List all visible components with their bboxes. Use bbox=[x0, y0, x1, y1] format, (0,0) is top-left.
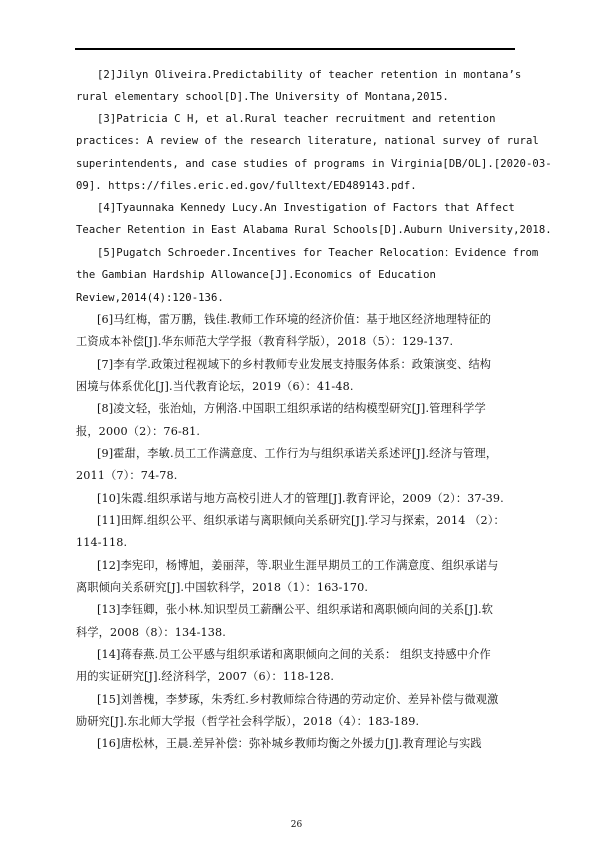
reference-line: superintendents, and case studies of programs in Virginia[DB/OL].[2020-03- bbox=[76, 158, 552, 170]
reference-line: [15]刘善槐，李梦琢，朱秀红.乡村教师综合待遇的劳动定价、差异补偿与微观激 bbox=[97, 693, 499, 706]
reference-line: rural elementary school[D].The University of Montana,2015. bbox=[76, 91, 449, 103]
reference-line: [2]Jilyn Oliveira.Predictability of teacher retention in montana’s bbox=[97, 69, 522, 81]
reference-line: [14]蒋春燕.员工公平感与组织承诺和离职倾向之间的关系： 组织支持感中介作 bbox=[97, 648, 491, 661]
reference-line: [8]凌文轻，张治灿，方俐洛.中国职工组织承诺的结构模型研究[J].管理科学学 bbox=[97, 402, 486, 415]
reference-line: 工资成本补偿[J].华东师范大学学报（教育科学版），2018（5）：129-137. bbox=[76, 335, 454, 348]
reference-line: 励研究[J].东北师大学报（哲学社会科学版），2018（4）：183-189. bbox=[76, 715, 420, 728]
reference-line: [10]朱霞.组织承诺与地方高校引进人才的管理[J].教育评论，2009（2）：37-39. bbox=[97, 492, 504, 505]
reference-line: [13]李钰卿，张小林.知识型员工薪酬公平、组织承诺和离职倾向间的关系[J].软 bbox=[97, 603, 494, 616]
reference-line: 离职倾向关系研究[J].中国软科学，2018（1）：163-170. bbox=[76, 581, 369, 594]
reference-line: [7]李有学.政策过程视域下的乡村教师专业发展支持服务体系：政策演变、结构 bbox=[97, 358, 492, 371]
reference-line: Teacher Retention in East Alabama Rural Schools[D].Auburn University,2018. bbox=[76, 224, 552, 236]
reference-line: 2011（7）：74-78. bbox=[76, 469, 178, 482]
reference-line: [11]田辉.组织公平、组织承诺与离职倾向关系研究[J].学习与探索，2014 （2）： bbox=[97, 514, 505, 527]
header-rule bbox=[75, 48, 515, 50]
reference-line: [12]李宪印，杨博旭，姜丽萍，等.职业生涯早期员工的工作满意度、组织承诺与 bbox=[97, 559, 499, 572]
reference-line: [9]霍甜，李敏.员工工作满意度、工作行为与组织承诺关系述评[J].经济与管理， bbox=[97, 447, 498, 460]
reference-line: 09]. https://files.eric.ed.gov/fulltext/ED489143.pdf. bbox=[76, 180, 417, 192]
reference-line: 报，2000（2）：76-81. bbox=[76, 425, 201, 438]
reference-line: [6]马红梅，雷万鹏，钱佳.教师工作环境的经济价值：基于地区经济地理特征的 bbox=[97, 313, 492, 326]
reference-line: [16]唐松林，王晨.差异补偿：弥补城乡教师均衡之外援力[J].教育理论与实践 bbox=[97, 737, 482, 750]
reference-line: the Gambian Hardship Allowance[J].Economics of Education bbox=[76, 269, 436, 281]
reference-line: [3]Patricia C H, et al.Rural teacher recruitment and retention bbox=[97, 113, 496, 125]
reference-line: [5]Pugatch Schroeder.Incentives for Teacher Relocation：Evidence from bbox=[97, 247, 539, 259]
reference-line: practices: A review of the research literature, national survey of rural bbox=[76, 135, 539, 147]
reference-line: 困境与体系优化[J].当代教育论坛，2019（6）：41-48. bbox=[76, 380, 354, 393]
reference-line: 114-118. bbox=[76, 536, 128, 549]
page-number: 26 bbox=[290, 820, 303, 830]
reference-line: [4]Tyaunnaka Kennedy Lucy.An Investigation of Factors that Affect bbox=[97, 202, 515, 214]
reference-line: 科学，2008（8）：134-138. bbox=[76, 626, 227, 639]
reference-line: Review,2014(4):120-136. bbox=[76, 292, 224, 304]
reference-line: 用的实证研究[J].经济科学，2007（6）：118-128. bbox=[76, 670, 335, 683]
